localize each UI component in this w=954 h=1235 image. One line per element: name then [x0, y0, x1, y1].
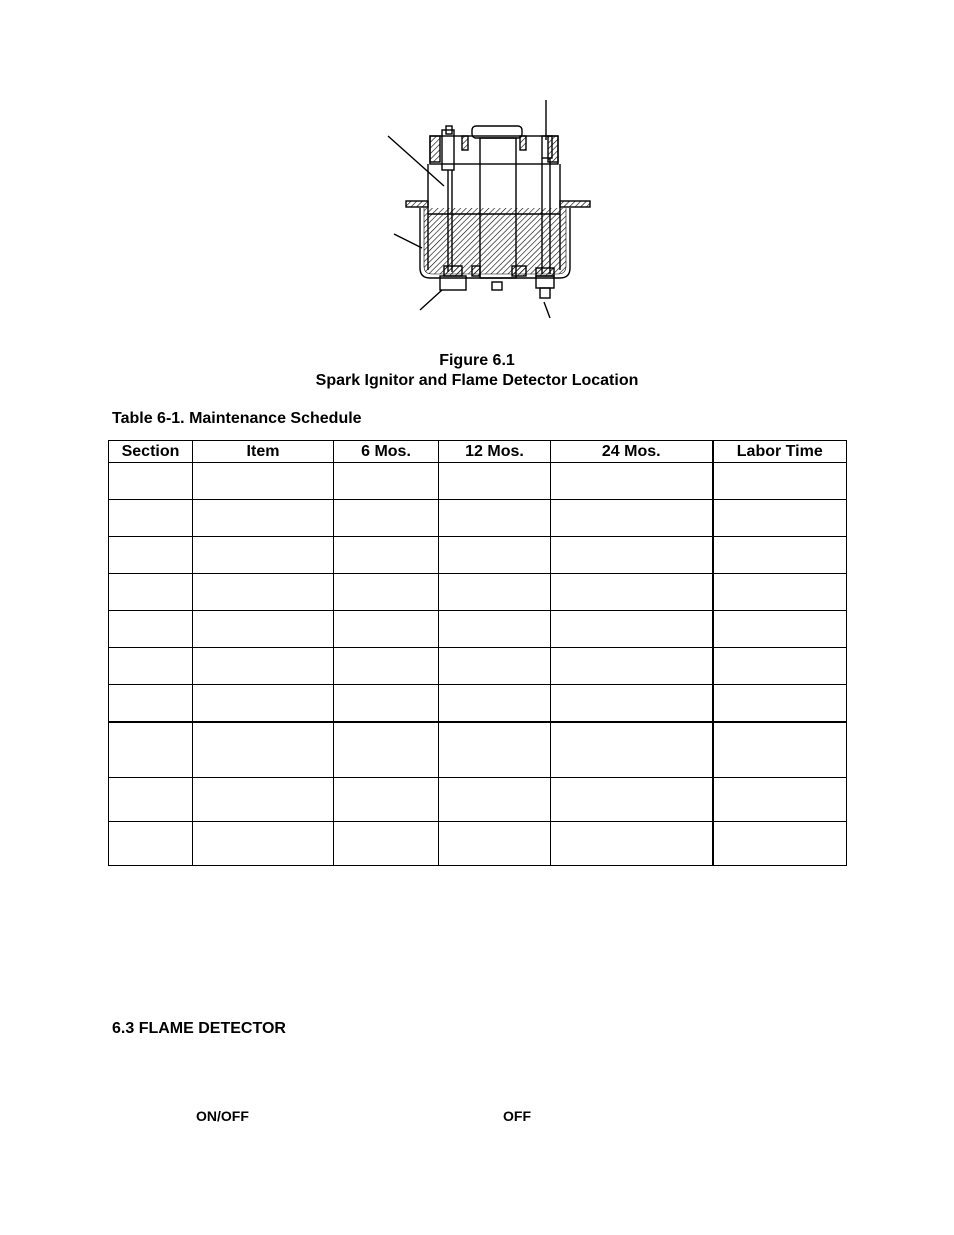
table-cell — [109, 722, 193, 778]
table-cell — [439, 822, 551, 866]
table-cell — [109, 574, 193, 611]
table-cell — [334, 685, 439, 723]
maintenance-schedule-table — [108, 440, 847, 866]
table-cell — [334, 648, 439, 685]
table-cell — [439, 648, 551, 685]
table-cell — [334, 722, 439, 778]
table-row — [109, 537, 847, 574]
table-cell — [439, 685, 551, 723]
table-row — [109, 648, 847, 685]
table-cell — [439, 537, 551, 574]
table-header-row — [109, 441, 847, 463]
table-cell — [193, 463, 334, 500]
table-cell — [551, 537, 713, 574]
table-row — [109, 611, 847, 648]
header-section: Section — [109, 441, 193, 463]
table-cell — [193, 685, 334, 723]
table-cell — [334, 778, 439, 822]
table-cell — [193, 574, 334, 611]
table-cell — [334, 822, 439, 866]
table-cell — [713, 463, 847, 500]
table-cell — [713, 500, 847, 537]
table-cell — [193, 537, 334, 574]
table-cell — [713, 722, 847, 778]
spark-ignitor-diagram — [380, 96, 600, 328]
table-cell — [109, 778, 193, 822]
table-cell — [551, 822, 713, 866]
table-cell — [334, 463, 439, 500]
table-title: Table 6-1. Maintenance Schedule — [112, 410, 362, 427]
table-cell — [193, 611, 334, 648]
table-cell — [551, 611, 713, 648]
table-cell — [439, 500, 551, 537]
table-cell — [109, 685, 193, 723]
switch-state: OFF — [503, 1108, 531, 1124]
table-cell — [439, 778, 551, 822]
table-cell — [334, 611, 439, 648]
table-cell — [109, 463, 193, 500]
table-row — [109, 463, 847, 500]
header-labor-time: Labor Time — [713, 441, 847, 463]
table-cell — [713, 574, 847, 611]
table-cell — [713, 537, 847, 574]
header-item: Item — [193, 441, 334, 463]
table-cell — [193, 822, 334, 866]
header-12-mos: 12 Mos. — [439, 441, 551, 463]
table-cell — [551, 574, 713, 611]
table-cell — [713, 685, 847, 723]
table-cell — [439, 611, 551, 648]
table-cell — [551, 722, 713, 778]
table-cell — [713, 778, 847, 822]
table-cell — [551, 778, 713, 822]
table-cell — [109, 537, 193, 574]
table-cell — [439, 574, 551, 611]
table-cell — [109, 611, 193, 648]
table-cell — [334, 537, 439, 574]
figure-caption: Spark Ignitor and Flame Detector Location — [315, 372, 639, 389]
table-cell — [334, 500, 439, 537]
table-cell — [439, 463, 551, 500]
header-24-mos: 24 Mos. — [551, 441, 713, 463]
table-row — [109, 822, 847, 866]
table-cell — [439, 722, 551, 778]
table-row — [109, 778, 847, 822]
table-cell — [109, 500, 193, 537]
table-cell — [193, 722, 334, 778]
header-6-mos: 6 Mos. — [334, 441, 439, 463]
table-row — [109, 722, 847, 778]
table-cell — [551, 463, 713, 500]
table-cell — [109, 822, 193, 866]
table-cell — [713, 611, 847, 648]
section-heading: 6.3 FLAME DETECTOR — [112, 1020, 286, 1037]
table-cell — [334, 574, 439, 611]
table-row — [109, 574, 847, 611]
figure-number: Figure 6.1 — [439, 352, 515, 369]
table-cell — [551, 685, 713, 723]
table-cell — [713, 648, 847, 685]
table-row — [109, 500, 847, 537]
table-cell — [551, 500, 713, 537]
switch-label: ON/OFF — [196, 1108, 249, 1124]
table-cell — [109, 648, 193, 685]
table-cell — [551, 648, 713, 685]
table-cell — [713, 822, 847, 866]
table-cell — [193, 778, 334, 822]
table-row — [109, 685, 847, 723]
table-cell — [193, 500, 334, 537]
table-cell — [193, 648, 334, 685]
